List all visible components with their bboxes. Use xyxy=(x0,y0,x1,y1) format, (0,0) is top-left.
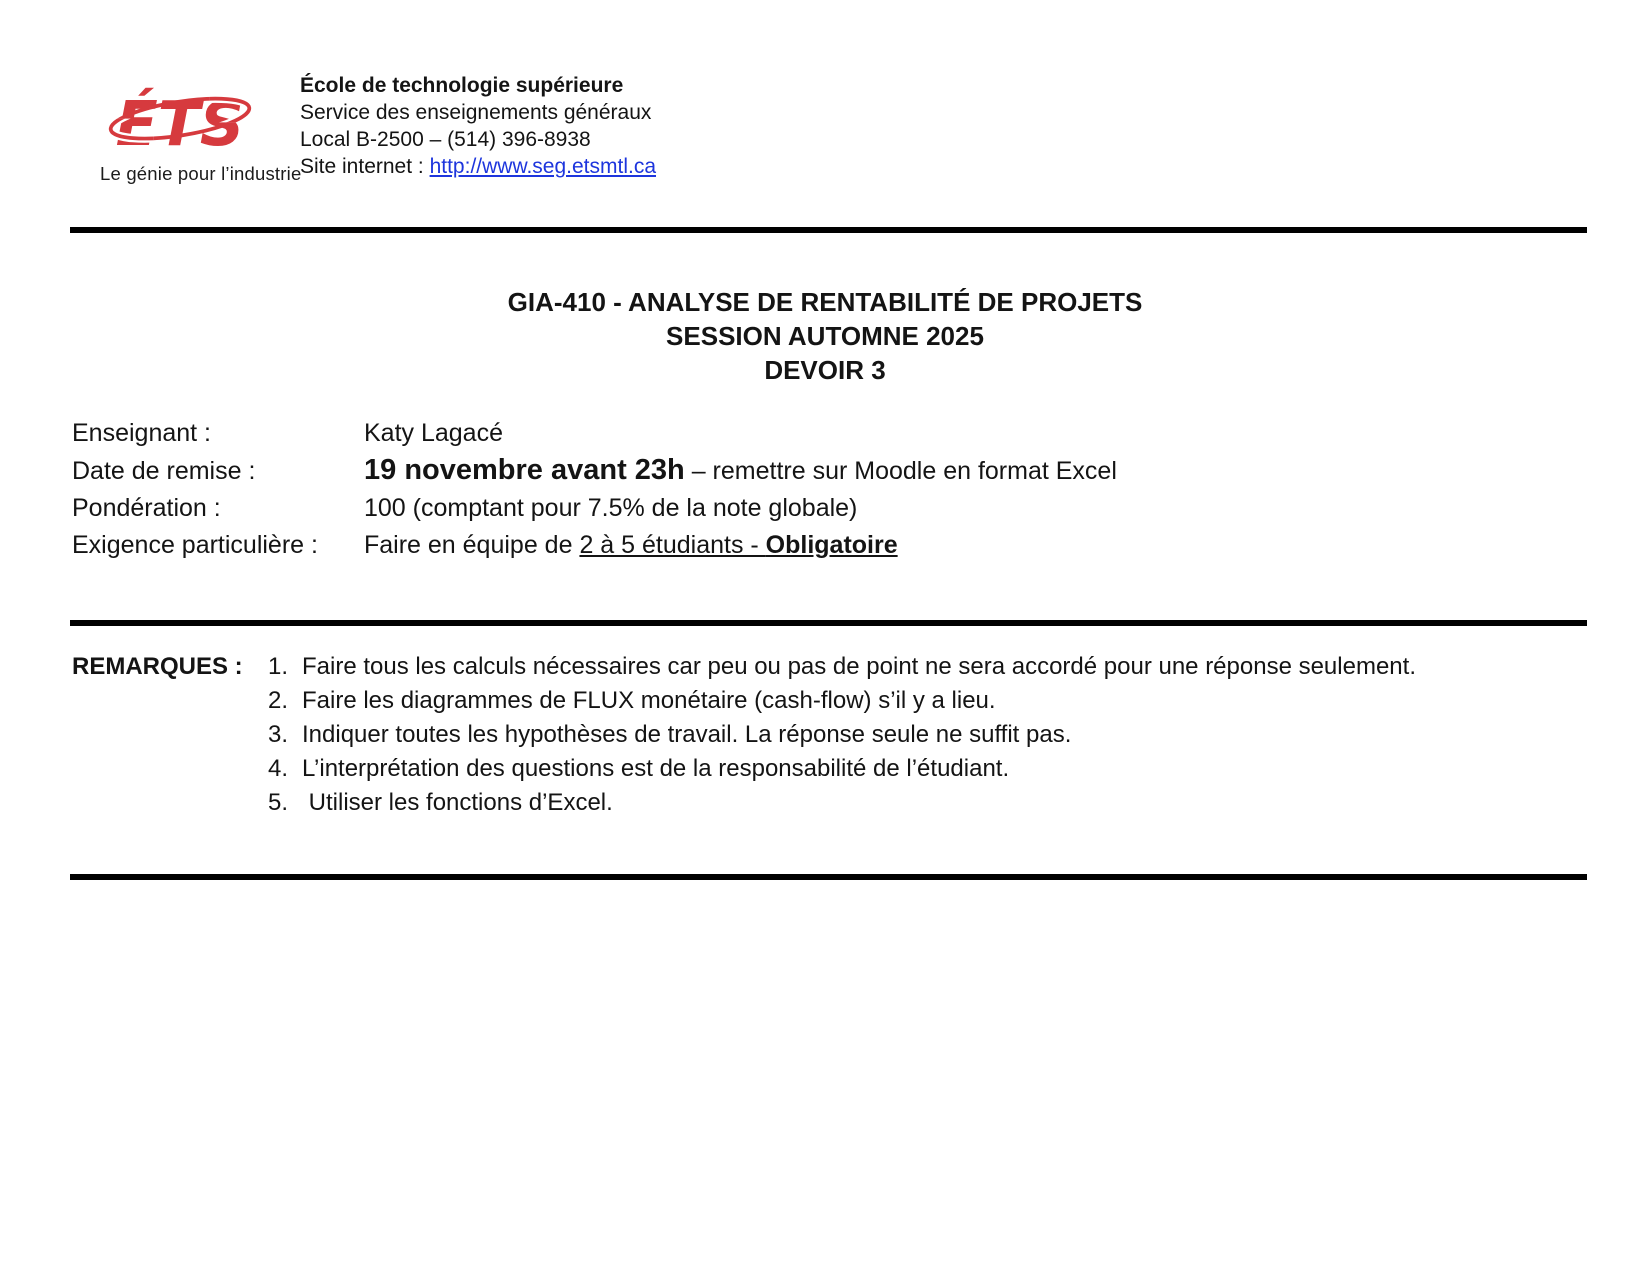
weight-value: 100 (comptant pour 7.5% de la note globale) xyxy=(364,494,858,522)
requirement-label: Exigence particulière : xyxy=(72,531,318,559)
due-date-rest: – remettre sur Moodle en format Excel xyxy=(684,457,1117,485)
remark-item xyxy=(268,786,1416,820)
teacher-value: Katy Lagacé xyxy=(364,419,503,447)
teacher-label: Enseignant : xyxy=(72,419,211,447)
divider-middle xyxy=(70,620,1587,626)
remark-text: Utiliser les fonctions d’Excel. xyxy=(302,789,613,816)
contact-block xyxy=(300,70,656,180)
course-title: GIA-410 - ANALYSE DE RENTABILITÉ DE PROJETS xyxy=(507,287,1143,317)
remark-text: Indiquer toutes les hypothèses de travail. La réponse seule ne suffit pas. xyxy=(302,721,1072,748)
due-date-row xyxy=(72,452,1650,490)
divider-bottom xyxy=(70,874,1587,880)
remark-item xyxy=(268,684,1416,718)
institution-name: École de technologie supérieure xyxy=(300,74,624,97)
teacher-row xyxy=(72,415,1650,452)
remark-number: 4. xyxy=(268,755,289,782)
weight-row xyxy=(72,490,1650,527)
site-link[interactable]: http://www.seg.etsmtl.ca xyxy=(429,155,656,178)
remark-number: 2. xyxy=(268,687,289,714)
ets-logo-icon xyxy=(104,70,256,156)
remark-item xyxy=(268,718,1416,752)
remark-text: Faire les diagrammes de FLUX monétaire (cash-flow) s’il y a lieu. xyxy=(302,687,996,714)
remark-number: 3. xyxy=(268,721,289,748)
site-line xyxy=(300,153,656,180)
site-label: Site internet : xyxy=(300,155,430,178)
weight-label: Pondération : xyxy=(72,494,221,522)
remarks-label: REMARQUES : xyxy=(72,653,243,680)
assignment-title: DEVOIR 3 xyxy=(764,355,886,385)
requirement-bold: Obligatoire xyxy=(765,531,898,559)
requirement-underlined: 2 à 5 étudiants - xyxy=(579,531,766,559)
remark-number: 5. xyxy=(268,789,289,816)
divider-top xyxy=(70,227,1587,233)
remarks-list xyxy=(268,650,1416,820)
local-phone: Local B-2500 – (514) 396-8938 xyxy=(300,128,591,151)
remark-item xyxy=(268,650,1416,684)
letterhead xyxy=(0,0,1650,185)
service-name: Service des enseignements généraux xyxy=(300,101,652,124)
remark-number: 1. xyxy=(268,653,289,680)
requirement-value xyxy=(364,527,898,564)
remark-text: L’interprétation des questions est de la responsabilité de l’étudiant. xyxy=(302,755,1010,782)
remark-item xyxy=(268,752,1416,786)
requirement-row xyxy=(72,527,1650,564)
due-date-value xyxy=(364,452,1117,490)
remarks-block xyxy=(72,650,1650,820)
due-date-bold: 19 novembre avant 23h xyxy=(364,454,685,486)
ets-logo xyxy=(100,70,302,185)
info-block xyxy=(72,415,1650,564)
title-block xyxy=(0,285,1650,387)
due-date-label: Date de remise : xyxy=(72,457,256,485)
ets-logo-letters: ÉTS xyxy=(115,87,245,156)
logo-tagline: Le génie pour l’industrie xyxy=(100,163,302,184)
session-title: SESSION AUTOMNE 2025 xyxy=(666,321,984,351)
requirement-prefix: Faire en équipe de xyxy=(364,531,580,559)
remark-text: Faire tous les calculs nécessaires car peu ou pas de point ne sera accordé pour une réponse seulement. xyxy=(302,653,1416,680)
